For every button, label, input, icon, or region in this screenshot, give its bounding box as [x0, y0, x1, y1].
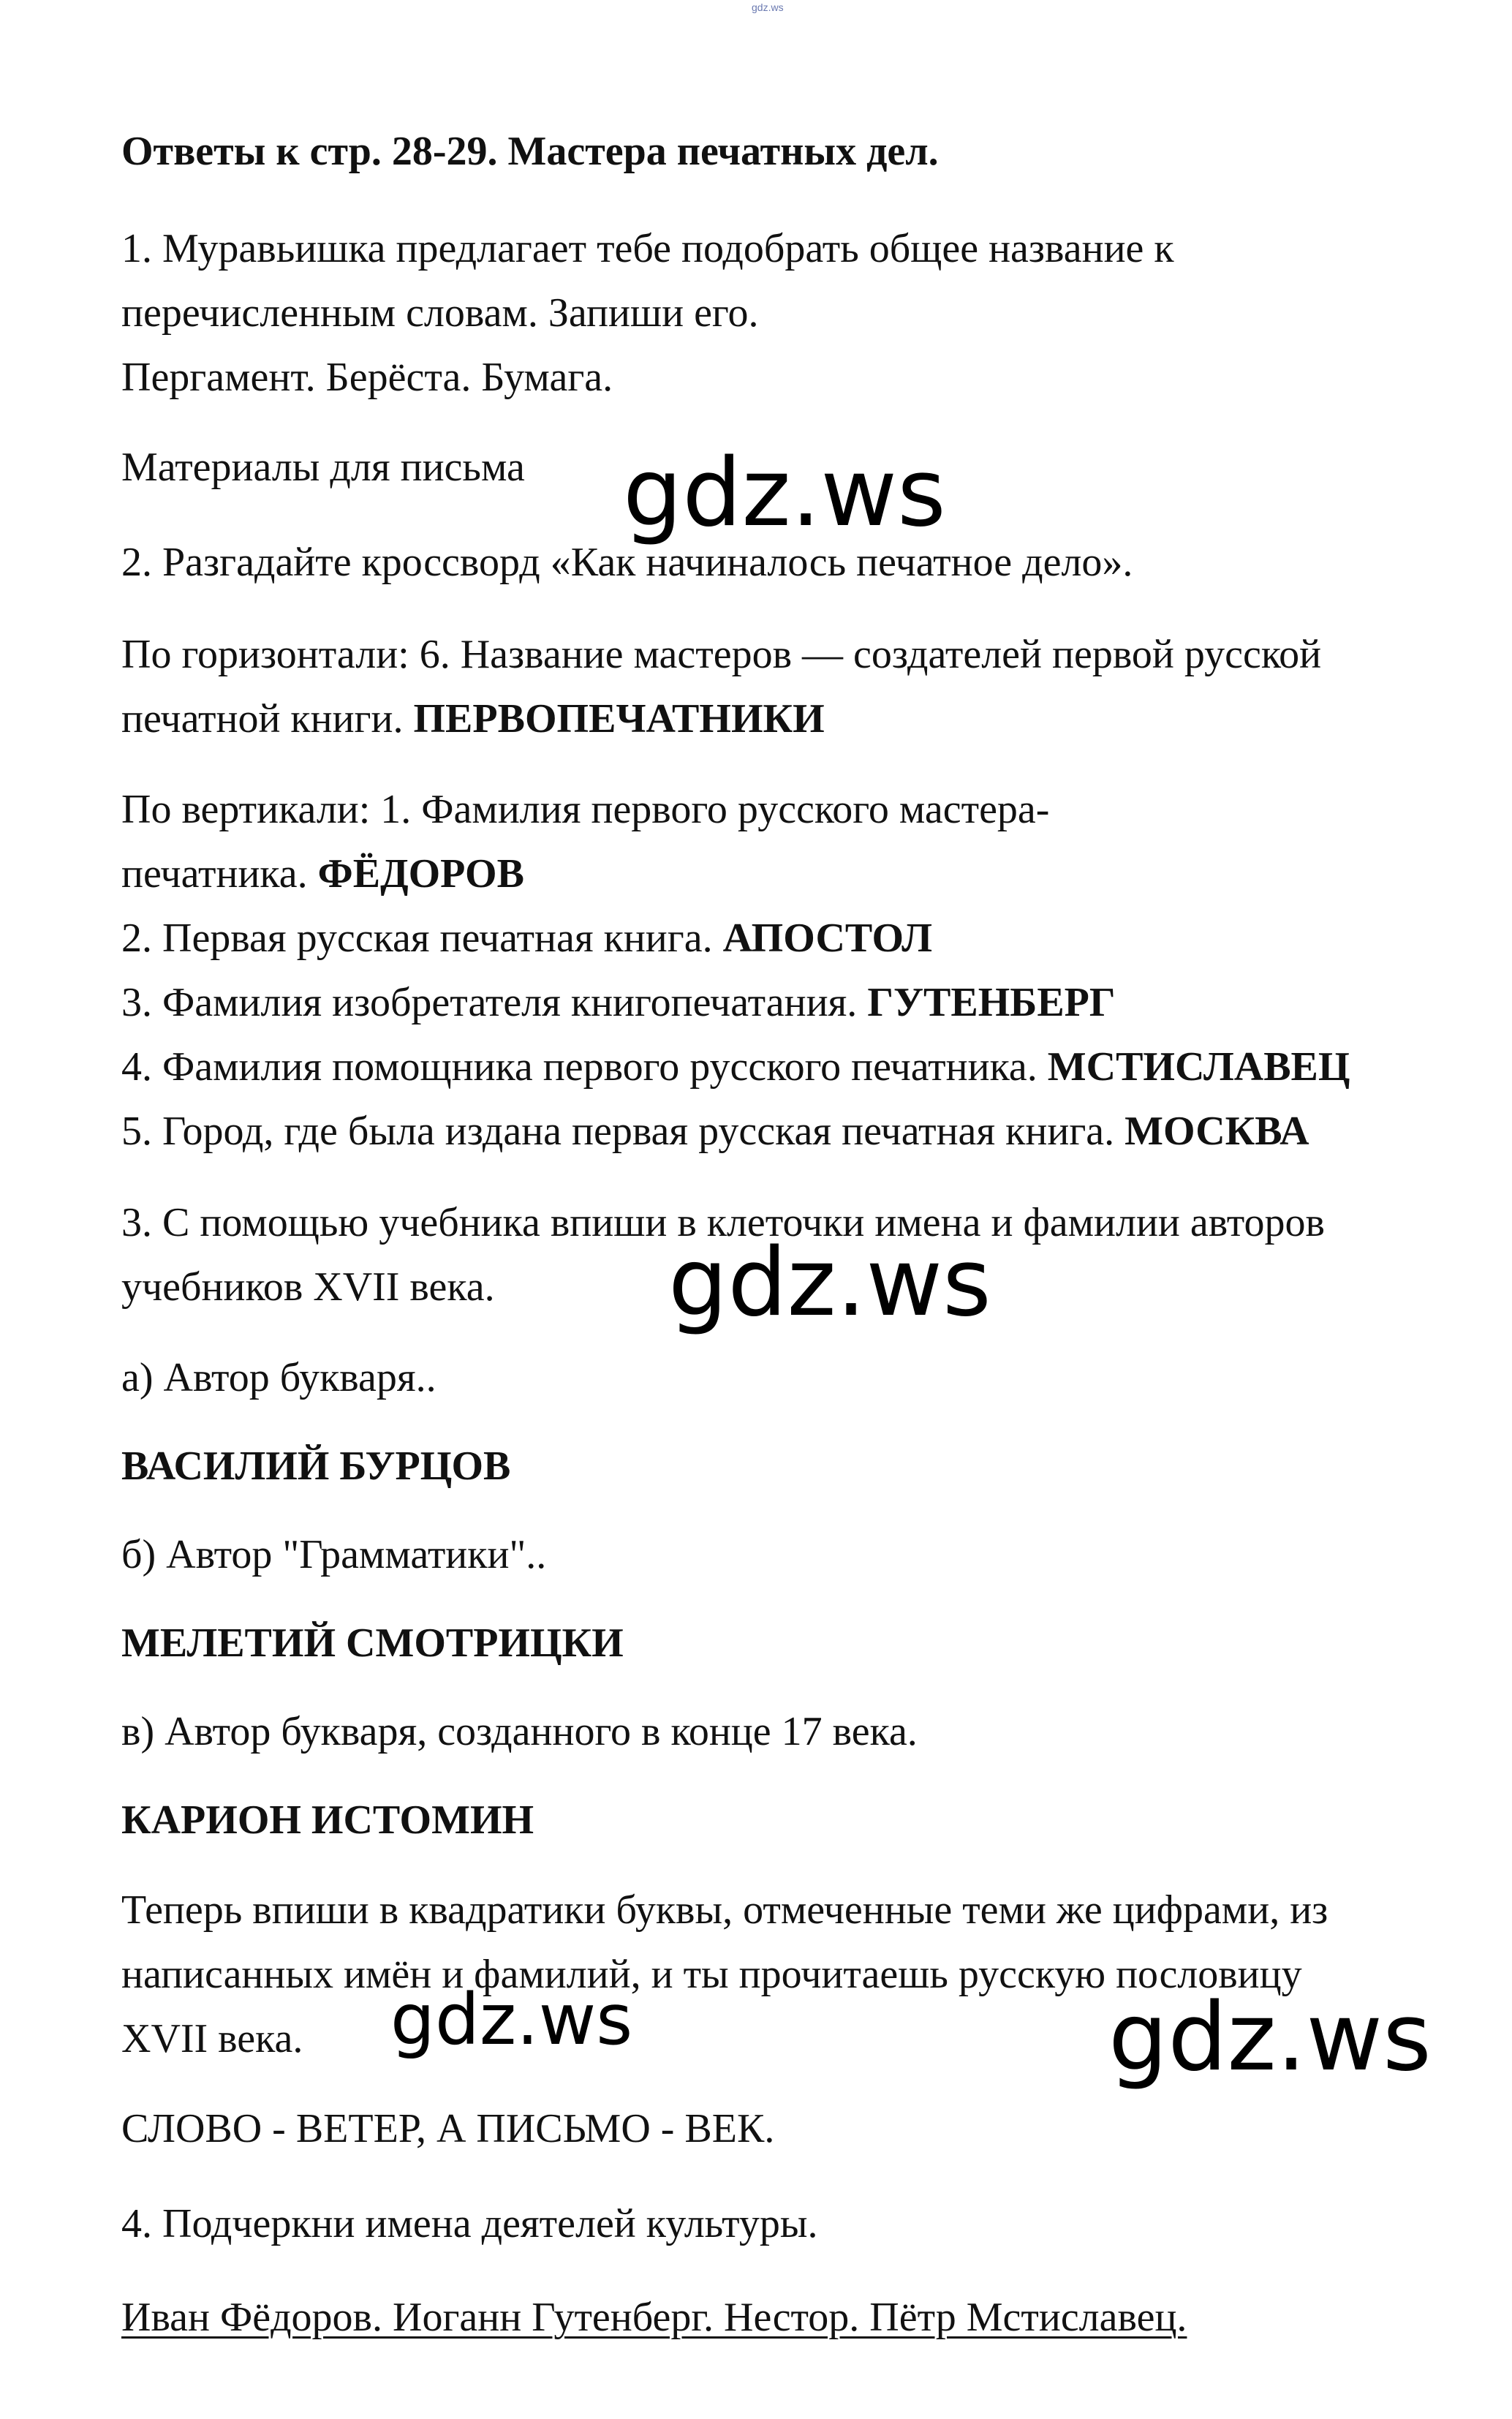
- q4-answer: Иван Фёдоров. Иоганн Гутенберг. Нестор. Пётр Мстиславец.: [121, 2295, 1187, 2340]
- q2-item-2: [121, 913, 932, 964]
- q1-answer: Материалы для письма: [121, 445, 525, 490]
- q2-horizontal-line-1: По горизонтали: 6. Название мастеров — создателей первой русской: [121, 632, 1322, 677]
- q3-c-label: в) Автор букваря, созданного в конце 17 века.: [121, 1709, 918, 1754]
- q2-item-2-text: 2. Первая русская печатная книга.: [121, 916, 723, 961]
- q3-b-answer: МЕЛЕТИЙ СМОТРИЦКИ: [121, 1620, 624, 1666]
- q2-vertical-text: печатника.: [121, 851, 318, 897]
- q2-item-5-answer: МОСКВА: [1124, 1109, 1309, 1154]
- q3-a-answer: ВАСИЛИЙ БУРЦОВ: [121, 1444, 511, 1489]
- q3-c-answer: КАРИОН ИСТОМИН: [121, 1797, 534, 1843]
- q3-line-1: 3. С помощью учебника впиши в клеточки имена и фамилии авторов: [121, 1200, 1325, 1245]
- q2-horizontal-line-2: [121, 693, 825, 744]
- q1-line-1: 1. Муравьишка предлагает тебе подобрать общее название к: [121, 226, 1174, 271]
- q2-vertical-line-1: По вертикали: 1. Фамилия первого русского мастера-: [121, 787, 1050, 832]
- watermark-3: gdz.ws: [390, 1979, 633, 2061]
- q3-now-line-1: Теперь впиши в квадратики буквы, отмеченные теми же цифрами, из: [121, 1887, 1328, 1933]
- q2-horizontal-text: печатной книги.: [121, 696, 414, 741]
- top-site-mark: gdz.ws: [752, 1, 784, 13]
- q1-line-2: перечисленным словам. Запиши его.: [121, 290, 759, 336]
- q2-item-3-text: 3. Фамилия изобретателя книгопечатания.: [121, 980, 868, 1025]
- q3-b-label: б) Автор "Грамматики"..: [121, 1532, 547, 1577]
- page-title: Ответы к стр. 28-29. Мастера печатных дел.: [121, 129, 939, 174]
- watermark-2: gdz.ws: [668, 1229, 991, 1337]
- q2-item-5: [121, 1106, 1309, 1157]
- q1-line-3: Пергамент. Берёста. Бумага.: [121, 355, 613, 400]
- q2-item-4-answer: МСТИСЛАВЕЦ: [1047, 1044, 1350, 1090]
- watermark-4: gdz.ws: [1108, 1983, 1432, 2092]
- q2-vertical-answer-1: ФЁДОРОВ: [317, 851, 524, 897]
- q2-item-3-answer: ГУТЕНБЕРГ: [867, 980, 1116, 1025]
- q2-item-5-text: 5. Город, где была издана первая русская печатная книга.: [121, 1109, 1125, 1154]
- q2-item-4: [121, 1041, 1350, 1092]
- q3-now-line-2: написанных имён и фамилий, и ты прочитаешь русскую пословицу: [121, 1952, 1302, 1997]
- q2-item-2-answer: АПОСТОЛ: [722, 916, 932, 961]
- q3-now-line-3: XVII века.: [121, 2016, 303, 2061]
- q3-line-2: учебников XVII века.: [121, 1264, 495, 1310]
- q2-item-3: [121, 977, 1116, 1028]
- watermark-1: gdz.ws: [623, 439, 946, 548]
- q2-horizontal-answer: ПЕРВОПЕЧАТНИКИ: [413, 696, 825, 741]
- q3-a-label: а) Автор букваря..: [121, 1355, 436, 1400]
- q3-proverb: СЛОВО - ВЕТЕР, А ПИСЬМО - ВЕК.: [121, 2106, 775, 2151]
- q2-vertical-line-2: [121, 848, 524, 899]
- q2-intro: 2. Разгадайте кроссворд «Как начиналось печатное дело».: [121, 540, 1133, 585]
- q2-item-4-text: 4. Фамилия помощника первого русского печатника.: [121, 1044, 1048, 1090]
- q4-intro: 4. Подчеркни имена деятелей культуры.: [121, 2201, 818, 2246]
